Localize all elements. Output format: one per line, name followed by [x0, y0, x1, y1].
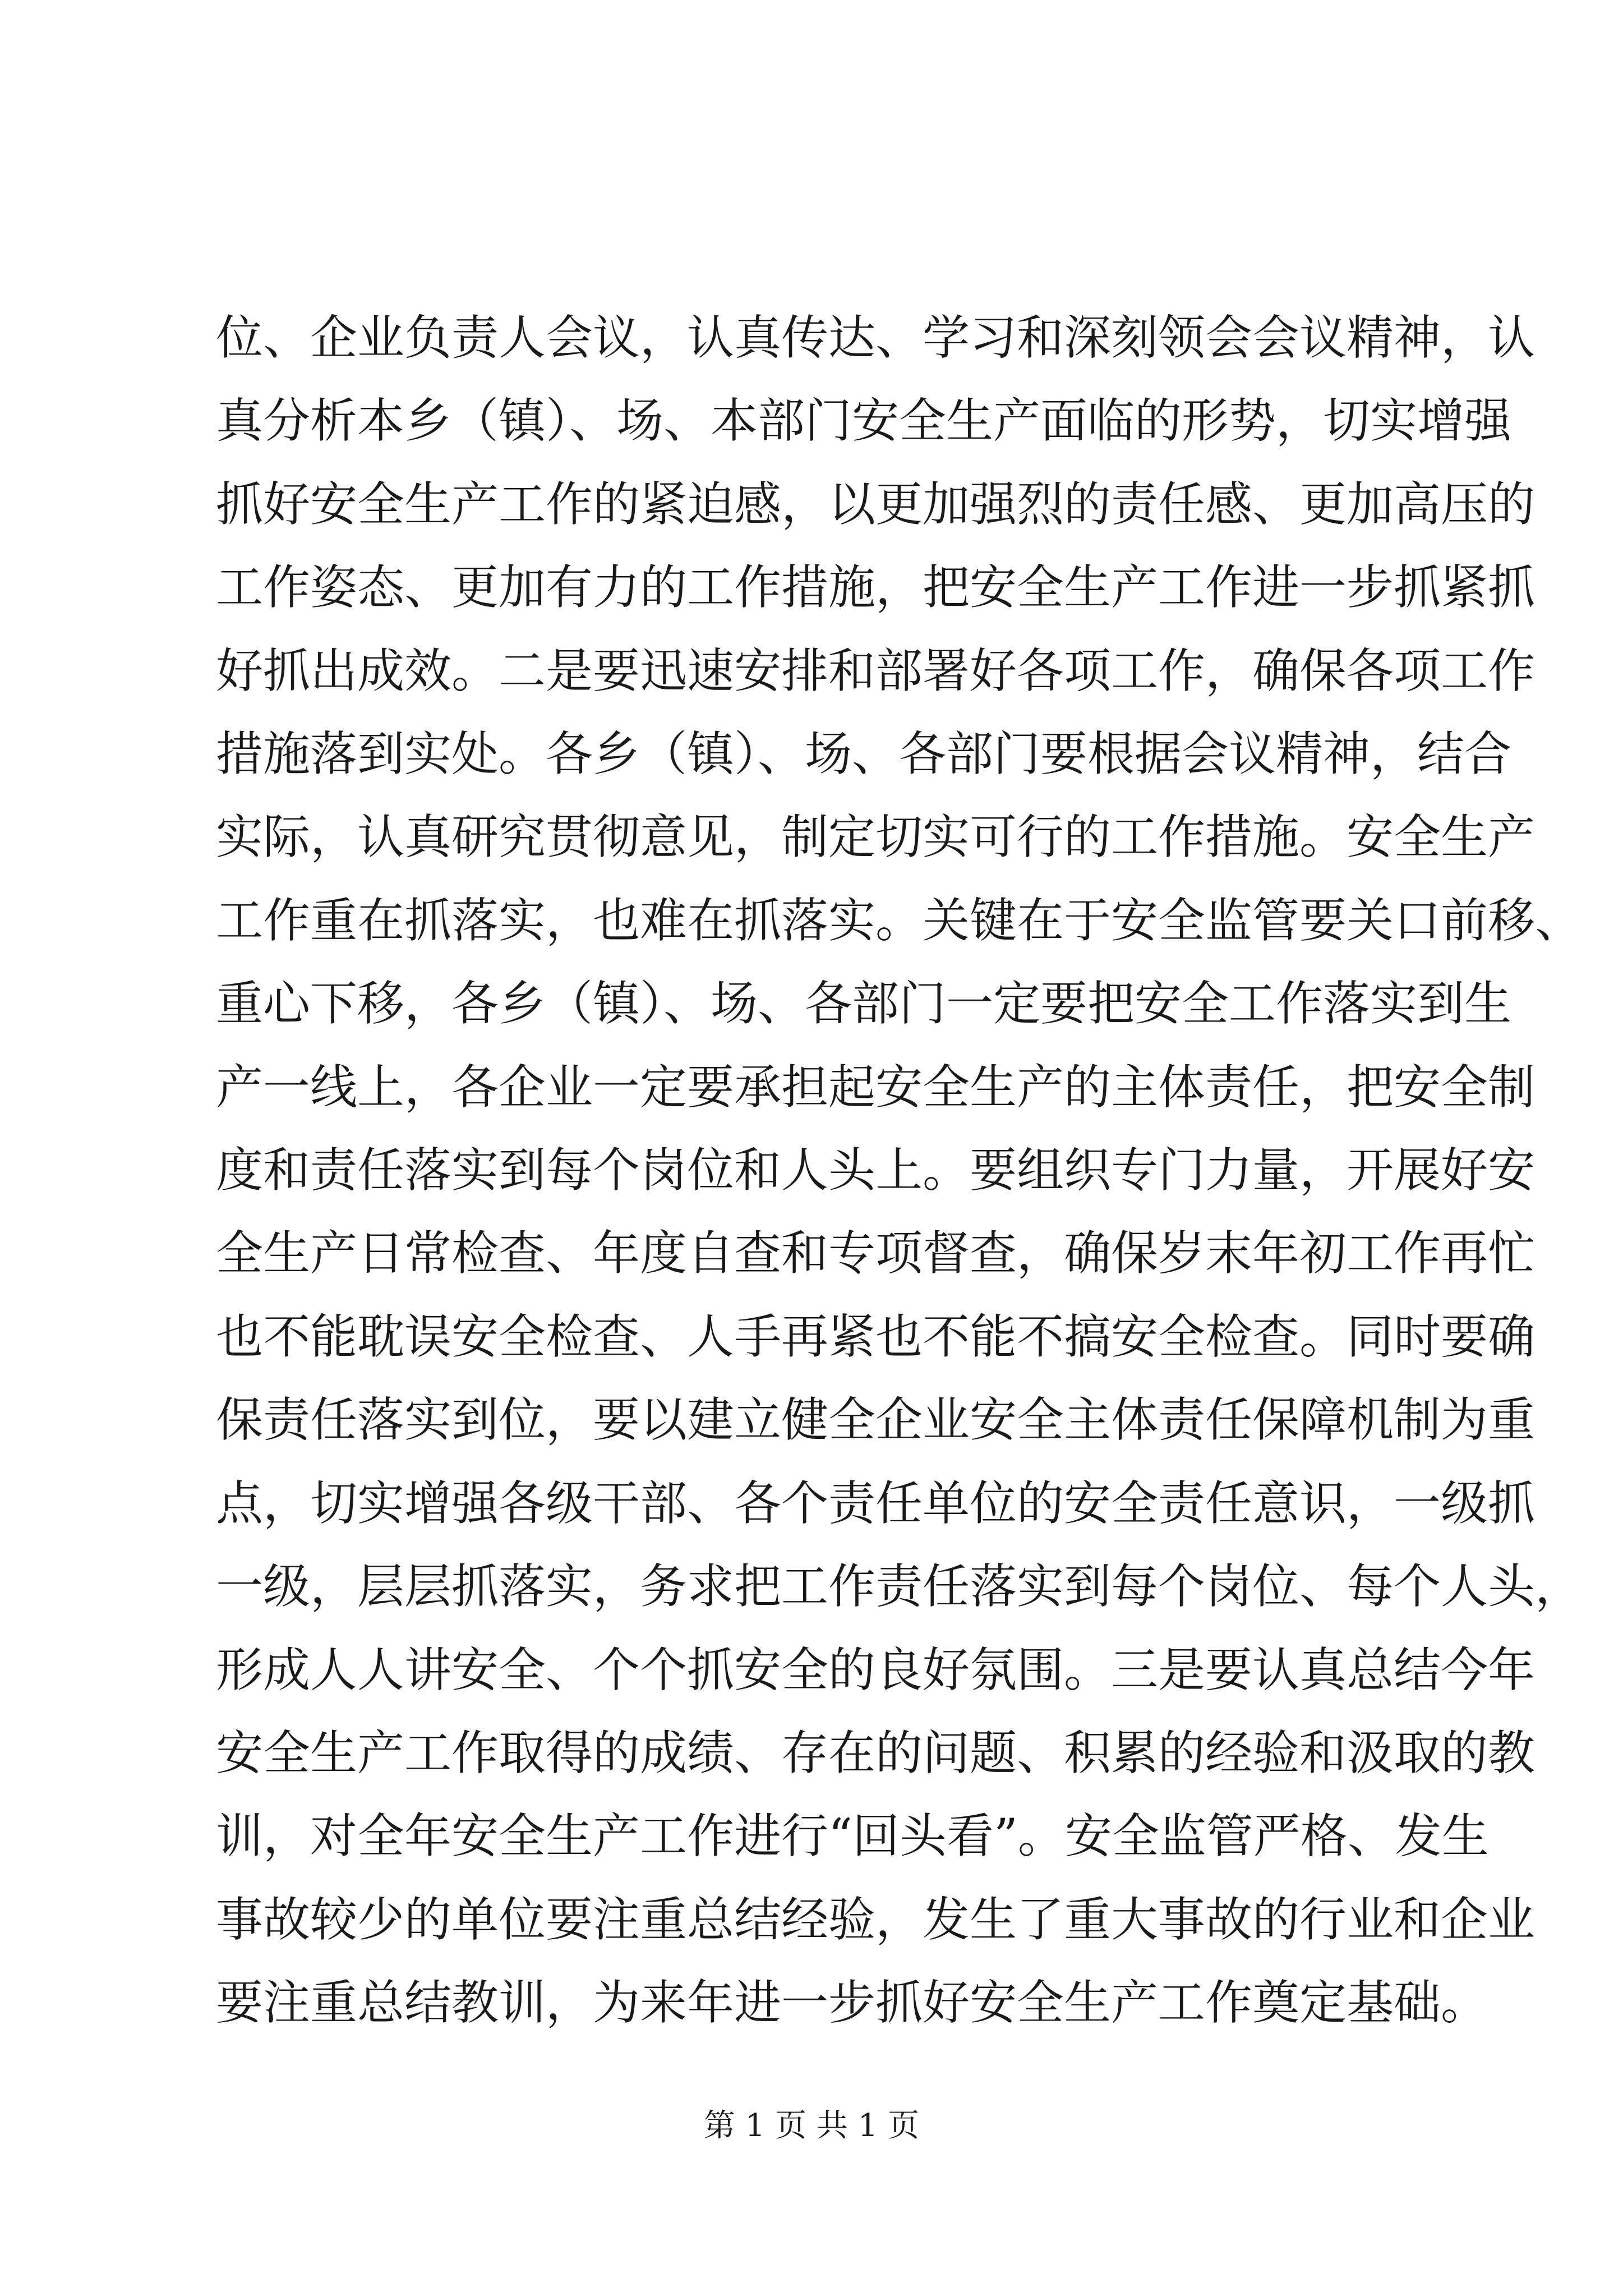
text-line: 形成人人讲安全、个个抓安全的良好氛围。三是要认真总结今年: [216, 1642, 1536, 1697]
text-line: 点，切实增强各级干部、各个责任单位的安全责任意识，一级抓: [216, 1475, 1536, 1531]
body-paragraph: [216, 296, 1583, 2045]
text-line: 全生产日常检查、年度自查和专项督查，确保岁末年初工作再忙: [216, 1226, 1536, 1281]
text-line: 工作姿态、更加有力的工作措施，把安全生产工作进一步抓紧抓: [216, 560, 1536, 615]
text-line: 产一线上，各企业一定要承担起安全生产的主体责任，把安全制: [216, 1059, 1536, 1115]
text-line: 好抓出成效。二是要迅速安排和部署好各项工作，确保各项工作: [216, 643, 1536, 698]
page-footer: 第 1 页 共 1 页: [703, 2108, 920, 2144]
text-line: 工作重在抓落实，也难在抓落实。关键在于安全监管要关口前移、: [216, 892, 1583, 948]
text-line: 位、企业负责人会议，认真传达、学习和深刻领会会议精神，认: [216, 310, 1536, 365]
text-line: 措施落到实处。各乡（镇）、场、各部门要根据会议精神，结合: [216, 726, 1512, 782]
text-line: 真分析本乡（镇）、场、本部门安全生产面临的形势，切实增强: [216, 393, 1512, 449]
text-line: 安全生产工作取得的成绩、存在的问题、积累的经验和汲取的教: [216, 1725, 1536, 1780]
text-line: 事故较少的单位要注重总结经验，发生了重大事故的行业和企业: [216, 1892, 1536, 1947]
text-line: 要注重总结教训，为来年进一步抓好安全生产工作奠定基础。: [216, 1975, 1488, 2031]
text-line: 重心下移，各乡（镇）、场、各部门一定要把安全工作落实到生: [216, 976, 1512, 1032]
text-line: 保责任落实到位，要以建立健全企业安全主体责任保障机制为重: [216, 1392, 1536, 1448]
text-line: 也不能耽误安全检查、人手再紧也不能不搞安全检查。同时要确: [216, 1309, 1536, 1364]
text-line: 实际，认真研究贯彻意见，制定切实可行的工作措施。安全生产: [216, 809, 1536, 865]
text-line: 一级，层层抓落实，务求把工作责任落实到每个岗位、每个人头，: [216, 1559, 1583, 1614]
text-line: 抓好安全生产工作的紧迫感，以更加强烈的责任感、更加高压的: [216, 476, 1536, 532]
text-line: 度和责任落实到每个岗位和人头上。要组织专门力量，开展好安: [216, 1143, 1536, 1198]
text-line: 训，对全年安全生产工作进行“回头看”。安全监管严格、发生: [216, 1809, 1489, 1864]
